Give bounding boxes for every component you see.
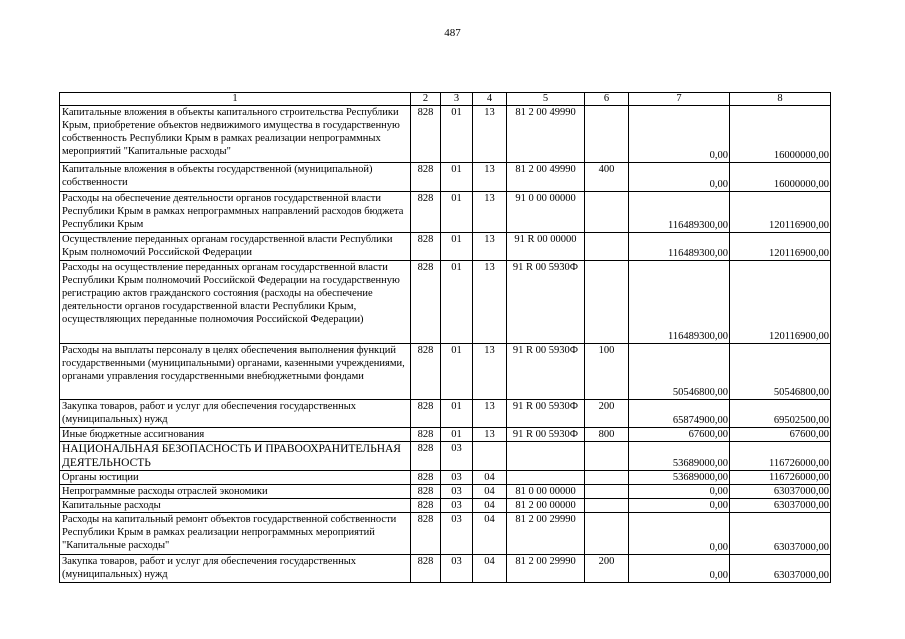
cell-grbs: 828 [411, 344, 441, 400]
cell-subsection: 13 [473, 233, 507, 261]
cell-subsection [473, 442, 507, 471]
row-name: Расходы на обеспечение деятельности органов государственной власти Республики Крым в рамках непрограммных направлений расходов бюджета Республики Крым [60, 192, 411, 233]
table-row [60, 428, 831, 442]
cell-target-article: 81 0 00 00000 [507, 485, 585, 499]
cell-target-article: 91 R 00 5930Ф [507, 261, 585, 344]
table-row [60, 192, 831, 233]
cell-target-article: 91 R 00 5930Ф [507, 344, 585, 400]
cell-target-article: 91 R 00 5930Ф [507, 428, 585, 442]
cell-subsection: 04 [473, 499, 507, 513]
cell-expense-type [585, 499, 629, 513]
table-row [60, 555, 831, 583]
cell-amount-year1: 0,00 [629, 485, 730, 499]
header-cell: 1 [60, 93, 411, 106]
header-cell: 2 [411, 93, 441, 106]
header-cell: 6 [585, 93, 629, 106]
cell-section: 03 [441, 442, 473, 471]
cell-amount-year2: 120116900,00 [730, 261, 831, 344]
row-name: Закупка товаров, работ и услуг для обеспечения государственных (муниципальных) нужд [60, 555, 411, 583]
cell-expense-type: 200 [585, 400, 629, 428]
cell-section: 01 [441, 428, 473, 442]
table-row [60, 344, 831, 400]
row-name: Закупка товаров, работ и услуг для обеспечения государственных (муниципальных) нужд [60, 400, 411, 428]
cell-expense-type [585, 106, 629, 163]
cell-expense-type [585, 485, 629, 499]
cell-section: 03 [441, 485, 473, 499]
cell-subsection: 13 [473, 400, 507, 428]
cell-grbs: 828 [411, 471, 441, 485]
cell-amount-year2: 116726000,00 [730, 442, 831, 471]
cell-amount-year1: 0,00 [629, 499, 730, 513]
row-name: Капитальные расходы [60, 499, 411, 513]
cell-expense-type: 100 [585, 344, 629, 400]
cell-amount-year2: 16000000,00 [730, 163, 831, 192]
cell-section: 01 [441, 106, 473, 163]
cell-amount-year1: 0,00 [629, 555, 730, 583]
cell-expense-type [585, 471, 629, 485]
cell-target-article [507, 442, 585, 471]
table-row [60, 442, 831, 471]
row-name: Органы юстиции [60, 471, 411, 485]
cell-grbs: 828 [411, 442, 441, 471]
cell-amount-year2: 67600,00 [730, 428, 831, 442]
cell-target-article: 91 R 00 5930Ф [507, 400, 585, 428]
table-row [60, 513, 831, 555]
cell-subsection: 13 [473, 428, 507, 442]
cell-expense-type: 800 [585, 428, 629, 442]
cell-expense-type [585, 513, 629, 555]
cell-amount-year1: 116489300,00 [629, 261, 730, 344]
cell-amount-year1: 50546800,00 [629, 344, 730, 400]
cell-section: 03 [441, 499, 473, 513]
row-name: Капитальные вложения в объекты государственной (муниципальной) собственности [60, 163, 411, 192]
cell-amount-year2: 16000000,00 [730, 106, 831, 163]
cell-grbs: 828 [411, 428, 441, 442]
cell-expense-type [585, 261, 629, 344]
cell-target-article: 81 2 00 00000 [507, 499, 585, 513]
cell-amount-year1: 65874900,00 [629, 400, 730, 428]
cell-section: 01 [441, 233, 473, 261]
cell-amount-year2: 63037000,00 [730, 499, 831, 513]
cell-grbs: 828 [411, 400, 441, 428]
cell-expense-type: 200 [585, 555, 629, 583]
cell-grbs: 828 [411, 233, 441, 261]
table-row [60, 485, 831, 499]
cell-expense-type [585, 442, 629, 471]
row-name: Расходы на капитальный ремонт объектов государственной собственности Республики Крым в рамках реализации непрограммных мероприятий "Капитальные расходы" [60, 513, 411, 555]
cell-subsection: 13 [473, 163, 507, 192]
cell-amount-year2: 63037000,00 [730, 555, 831, 583]
cell-amount-year1: 53689000,00 [629, 442, 730, 471]
cell-amount-year1: 0,00 [629, 513, 730, 555]
cell-section: 03 [441, 555, 473, 583]
cell-expense-type: 400 [585, 163, 629, 192]
table-row [60, 233, 831, 261]
cell-amount-year1: 0,00 [629, 163, 730, 192]
cell-amount-year2: 116726000,00 [730, 471, 831, 485]
row-name: Расходы на осуществление переданных органам государственной власти Республики Крым полномочий Российской Федерации на государственную регистрацию актов гражданского состояния (расходы на обеспечение деятельности органов государственной власти Республики Крым, осуществляющих переданные полномочия Российской Федерации) [60, 261, 411, 344]
row-name: Непрограммные расходы отраслей экономики [60, 485, 411, 499]
cell-subsection: 13 [473, 106, 507, 163]
header-cell: 7 [629, 93, 730, 106]
cell-subsection: 13 [473, 261, 507, 344]
cell-grbs: 828 [411, 261, 441, 344]
cell-target-article: 91 0 00 00000 [507, 192, 585, 233]
cell-amount-year2: 63037000,00 [730, 513, 831, 555]
cell-amount-year1: 0,00 [629, 106, 730, 163]
row-name: Капитальные вложения в объекты капитального строительства Республики Крым, приобретение объектов недвижимого имущества в государственную собственность Республики Крым в рамках реализации непрограммных мероприятий "Капитальные расходы" [60, 106, 411, 163]
cell-amount-year1: 67600,00 [629, 428, 730, 442]
row-name: НАЦИОНАЛЬНАЯ БЕЗОПАСНОСТЬ И ПРАВООХРАНИТЕЛЬНАЯ ДЕЯТЕЛЬНОСТЬ [60, 442, 411, 471]
cell-grbs: 828 [411, 555, 441, 583]
cell-subsection: 13 [473, 344, 507, 400]
cell-section: 01 [441, 163, 473, 192]
header-cell: 5 [507, 93, 585, 106]
row-name: Расходы на выплаты персоналу в целях обеспечения выполнения функций государственными (муниципальными) органами, казенными учреждениями, органами управления государственными внебюджетными фондами [60, 344, 411, 400]
cell-grbs: 828 [411, 499, 441, 513]
cell-section: 03 [441, 513, 473, 555]
header-cell: 8 [730, 93, 831, 106]
table-row [60, 106, 831, 163]
row-name: Осуществление переданных органам государственной власти Республики Крым полномочий Российской Федерации [60, 233, 411, 261]
cell-subsection: 04 [473, 485, 507, 499]
table-row [60, 163, 831, 192]
cell-expense-type [585, 192, 629, 233]
cell-subsection: 04 [473, 471, 507, 485]
cell-target-article: 91 R 00 00000 [507, 233, 585, 261]
cell-amount-year2: 120116900,00 [730, 192, 831, 233]
row-name: Иные бюджетные ассигнования [60, 428, 411, 442]
header-cell: 4 [473, 93, 507, 106]
header-cell: 3 [441, 93, 473, 106]
cell-target-article: 81 2 00 29990 [507, 555, 585, 583]
table-row [60, 471, 831, 485]
table-header-row [60, 93, 831, 106]
table-row [60, 261, 831, 344]
cell-section: 01 [441, 400, 473, 428]
cell-expense-type [585, 233, 629, 261]
cell-amount-year2: 69502500,00 [730, 400, 831, 428]
cell-target-article: 81 2 00 49990 [507, 106, 585, 163]
table-row [60, 400, 831, 428]
cell-grbs: 828 [411, 163, 441, 192]
cell-grbs: 828 [411, 106, 441, 163]
cell-subsection: 13 [473, 192, 507, 233]
cell-grbs: 828 [411, 485, 441, 499]
cell-amount-year2: 50546800,00 [730, 344, 831, 400]
table-row [60, 499, 831, 513]
cell-section: 03 [441, 471, 473, 485]
cell-amount-year1: 116489300,00 [629, 233, 730, 261]
cell-section: 01 [441, 344, 473, 400]
cell-grbs: 828 [411, 192, 441, 233]
cell-target-article [507, 471, 585, 485]
cell-target-article: 81 2 00 29990 [507, 513, 585, 555]
cell-section: 01 [441, 261, 473, 344]
cell-subsection: 04 [473, 555, 507, 583]
cell-subsection: 04 [473, 513, 507, 555]
cell-target-article: 81 2 00 49990 [507, 163, 585, 192]
cell-amount-year1: 116489300,00 [629, 192, 730, 233]
budget-table [59, 92, 831, 583]
cell-amount-year1: 53689000,00 [629, 471, 730, 485]
cell-section: 01 [441, 192, 473, 233]
page-number: 487 [444, 27, 461, 39]
cell-grbs: 828 [411, 513, 441, 555]
cell-amount-year2: 63037000,00 [730, 485, 831, 499]
cell-amount-year2: 120116900,00 [730, 233, 831, 261]
